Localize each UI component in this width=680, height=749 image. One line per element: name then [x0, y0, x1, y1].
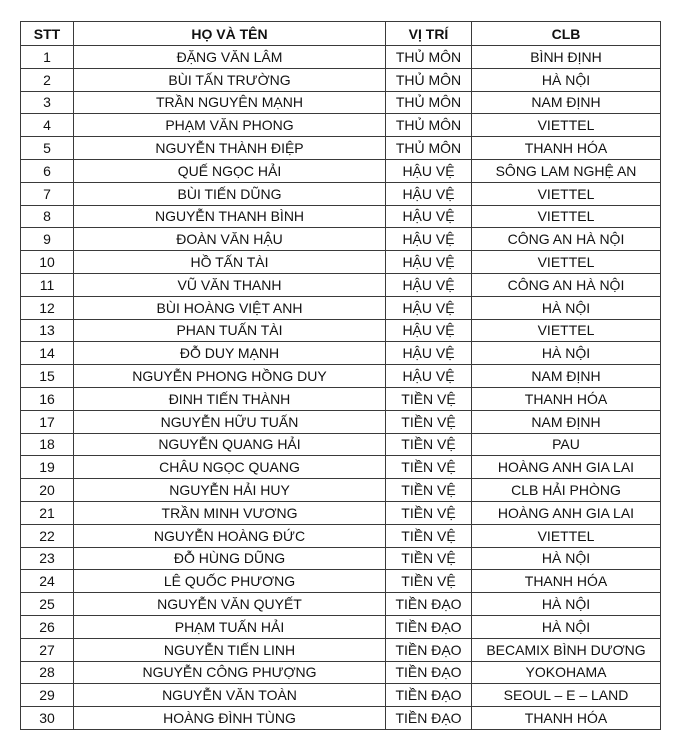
cell-club: PAU — [472, 433, 661, 456]
cell-position: HẬU VỆ — [386, 365, 472, 388]
cell-stt: 19 — [21, 456, 74, 479]
cell-club: VIETTEL — [472, 251, 661, 274]
table-row — [21, 684, 661, 707]
cell-club: THANH HÓA — [472, 707, 661, 730]
cell-name: NGUYỄN CÔNG PHƯỢNG — [74, 661, 386, 684]
cell-stt: 4 — [21, 114, 74, 137]
cell-stt: 15 — [21, 365, 74, 388]
table-row — [21, 593, 661, 616]
cell-club: VIETTEL — [472, 524, 661, 547]
table-row — [21, 524, 661, 547]
table-row — [21, 273, 661, 296]
cell-name: ĐỖ HÙNG DŨNG — [74, 547, 386, 570]
cell-name: QUẾ NGỌC HẢI — [74, 159, 386, 182]
cell-club: HÀ NỘI — [472, 68, 661, 91]
cell-position: TIỀN VỆ — [386, 570, 472, 593]
header-position: VỊ TRÍ — [386, 22, 472, 46]
cell-position: HẬU VỆ — [386, 205, 472, 228]
table-row — [21, 501, 661, 524]
cell-name: ĐINH TIẾN THÀNH — [74, 387, 386, 410]
cell-stt: 2 — [21, 68, 74, 91]
table-row — [21, 410, 661, 433]
cell-position: HẬU VỆ — [386, 251, 472, 274]
table-row — [21, 114, 661, 137]
table-row — [21, 707, 661, 730]
table-row — [21, 159, 661, 182]
cell-name: NGUYỄN TIẾN LINH — [74, 638, 386, 661]
header-row — [21, 22, 661, 46]
cell-position: TIỀN VỆ — [386, 479, 472, 502]
cell-position: HẬU VỆ — [386, 319, 472, 342]
cell-name: BÙI HOÀNG VIỆT ANH — [74, 296, 386, 319]
cell-name: HOÀNG ĐÌNH TÙNG — [74, 707, 386, 730]
table-row — [21, 456, 661, 479]
cell-position: TIỀN ĐẠO — [386, 661, 472, 684]
roster-table — [20, 21, 661, 730]
cell-club: HÀ NỘI — [472, 593, 661, 616]
cell-stt: 7 — [21, 182, 74, 205]
cell-name: NGUYỄN HẢI HUY — [74, 479, 386, 502]
cell-stt: 22 — [21, 524, 74, 547]
cell-stt: 1 — [21, 46, 74, 69]
cell-name: PHẠM VĂN PHONG — [74, 114, 386, 137]
cell-name: NGUYỄN HOÀNG ĐỨC — [74, 524, 386, 547]
table-row — [21, 228, 661, 251]
cell-name: NGUYỄN VĂN TOÀN — [74, 684, 386, 707]
cell-stt: 20 — [21, 479, 74, 502]
cell-position: HẬU VỆ — [386, 182, 472, 205]
cell-position: TIỀN ĐẠO — [386, 593, 472, 616]
cell-position: TIỀN VỆ — [386, 410, 472, 433]
cell-stt: 11 — [21, 273, 74, 296]
cell-stt: 25 — [21, 593, 74, 616]
cell-position: HẬU VỆ — [386, 159, 472, 182]
cell-name: BÙI TIẾN DŨNG — [74, 182, 386, 205]
cell-position: TIỀN ĐẠO — [386, 707, 472, 730]
roster-sheet — [20, 21, 661, 730]
cell-club: HOÀNG ANH GIA LAI — [472, 501, 661, 524]
cell-position: THỦ MÔN — [386, 137, 472, 160]
cell-position: TIỀN VỆ — [386, 456, 472, 479]
cell-stt: 9 — [21, 228, 74, 251]
cell-stt: 18 — [21, 433, 74, 456]
cell-club: HÀ NỘI — [472, 342, 661, 365]
header-club: CLB — [472, 22, 661, 46]
cell-club: SÔNG LAM NGHỆ AN — [472, 159, 661, 182]
cell-stt: 5 — [21, 137, 74, 160]
table-row — [21, 433, 661, 456]
cell-name: NGUYỄN VĂN QUYẾT — [74, 593, 386, 616]
cell-club: NAM ĐỊNH — [472, 410, 661, 433]
cell-stt: 12 — [21, 296, 74, 319]
cell-position: TIỀN VỆ — [386, 433, 472, 456]
cell-stt: 23 — [21, 547, 74, 570]
header-stt: STT — [21, 22, 74, 46]
cell-club: CLB HẢI PHÒNG — [472, 479, 661, 502]
cell-club: NAM ĐỊNH — [472, 365, 661, 388]
cell-stt: 14 — [21, 342, 74, 365]
table-row — [21, 638, 661, 661]
cell-stt: 17 — [21, 410, 74, 433]
table-row — [21, 661, 661, 684]
cell-position: TIỀN VỆ — [386, 524, 472, 547]
cell-position: HẬU VỆ — [386, 273, 472, 296]
cell-club: VIETTEL — [472, 319, 661, 342]
cell-stt: 29 — [21, 684, 74, 707]
cell-stt: 24 — [21, 570, 74, 593]
table-row — [21, 205, 661, 228]
cell-club: HÀ NỘI — [472, 547, 661, 570]
cell-position: HẬU VỆ — [386, 228, 472, 251]
cell-name: VŨ VĂN THANH — [74, 273, 386, 296]
cell-position: TIỀN ĐẠO — [386, 638, 472, 661]
cell-club: NAM ĐỊNH — [472, 91, 661, 114]
cell-name: NGUYỄN HỮU TUẤN — [74, 410, 386, 433]
cell-name: NGUYỄN THANH BÌNH — [74, 205, 386, 228]
cell-name: ĐẶNG VĂN LÂM — [74, 46, 386, 69]
cell-name: ĐOÀN VĂN HẬU — [74, 228, 386, 251]
cell-position: TIỀN VỆ — [386, 547, 472, 570]
cell-name: TRẦN NGUYÊN MẠNH — [74, 91, 386, 114]
cell-club: THANH HÓA — [472, 137, 661, 160]
table-row — [21, 137, 661, 160]
cell-club: CÔNG AN HÀ NỘI — [472, 273, 661, 296]
cell-stt: 3 — [21, 91, 74, 114]
cell-name: NGUYỄN PHONG HỒNG DUY — [74, 365, 386, 388]
table-row — [21, 182, 661, 205]
cell-stt: 21 — [21, 501, 74, 524]
table-row — [21, 547, 661, 570]
cell-club: CÔNG AN HÀ NỘI — [472, 228, 661, 251]
cell-stt: 6 — [21, 159, 74, 182]
cell-name: NGUYỄN THÀNH ĐIỆP — [74, 137, 386, 160]
cell-name: NGUYỄN QUANG HẢI — [74, 433, 386, 456]
cell-stt: 27 — [21, 638, 74, 661]
cell-position: TIỀN VỆ — [386, 387, 472, 410]
cell-position: TIỀN ĐẠO — [386, 615, 472, 638]
cell-position: TIỀN VỆ — [386, 501, 472, 524]
table-row — [21, 46, 661, 69]
roster-body — [21, 46, 661, 730]
table-row — [21, 296, 661, 319]
cell-name: LÊ QUỐC PHƯƠNG — [74, 570, 386, 593]
cell-position: THỦ MÔN — [386, 91, 472, 114]
header-name: HỌ VÀ TÊN — [74, 22, 386, 46]
table-row — [21, 251, 661, 274]
cell-name: BÙI TẤN TRƯỜNG — [74, 68, 386, 91]
cell-club: HOÀNG ANH GIA LAI — [472, 456, 661, 479]
cell-club: SEOUL – E – LAND — [472, 684, 661, 707]
table-row — [21, 570, 661, 593]
cell-club: YOKOHAMA — [472, 661, 661, 684]
cell-position: HẬU VỆ — [386, 342, 472, 365]
cell-club: VIETTEL — [472, 205, 661, 228]
cell-name: TRẦN MINH VƯƠNG — [74, 501, 386, 524]
table-row — [21, 387, 661, 410]
table-row — [21, 319, 661, 342]
cell-position: HẬU VỆ — [386, 296, 472, 319]
cell-club: VIETTEL — [472, 114, 661, 137]
cell-club: HÀ NỘI — [472, 615, 661, 638]
cell-name: CHÂU NGỌC QUANG — [74, 456, 386, 479]
cell-club: VIETTEL — [472, 182, 661, 205]
cell-club: THANH HÓA — [472, 570, 661, 593]
cell-club: HÀ NỘI — [472, 296, 661, 319]
table-row — [21, 68, 661, 91]
cell-club: BECAMIX BÌNH DƯƠNG — [472, 638, 661, 661]
cell-name: PHAN TUẤN TÀI — [74, 319, 386, 342]
cell-stt: 10 — [21, 251, 74, 274]
cell-position: TIỀN ĐẠO — [386, 684, 472, 707]
cell-stt: 16 — [21, 387, 74, 410]
table-row — [21, 615, 661, 638]
table-row — [21, 479, 661, 502]
cell-stt: 28 — [21, 661, 74, 684]
cell-position: THỦ MÔN — [386, 46, 472, 69]
cell-name: HỒ TẤN TÀI — [74, 251, 386, 274]
cell-club: BÌNH ĐỊNH — [472, 46, 661, 69]
cell-name: ĐỖ DUY MẠNH — [74, 342, 386, 365]
table-row — [21, 342, 661, 365]
cell-position: THỦ MÔN — [386, 68, 472, 91]
cell-position: THỦ MÔN — [386, 114, 472, 137]
table-row — [21, 91, 661, 114]
cell-club: THANH HÓA — [472, 387, 661, 410]
cell-stt: 8 — [21, 205, 74, 228]
cell-name: PHẠM TUẤN HẢI — [74, 615, 386, 638]
cell-stt: 13 — [21, 319, 74, 342]
table-row — [21, 365, 661, 388]
cell-stt: 26 — [21, 615, 74, 638]
cell-stt: 30 — [21, 707, 74, 730]
